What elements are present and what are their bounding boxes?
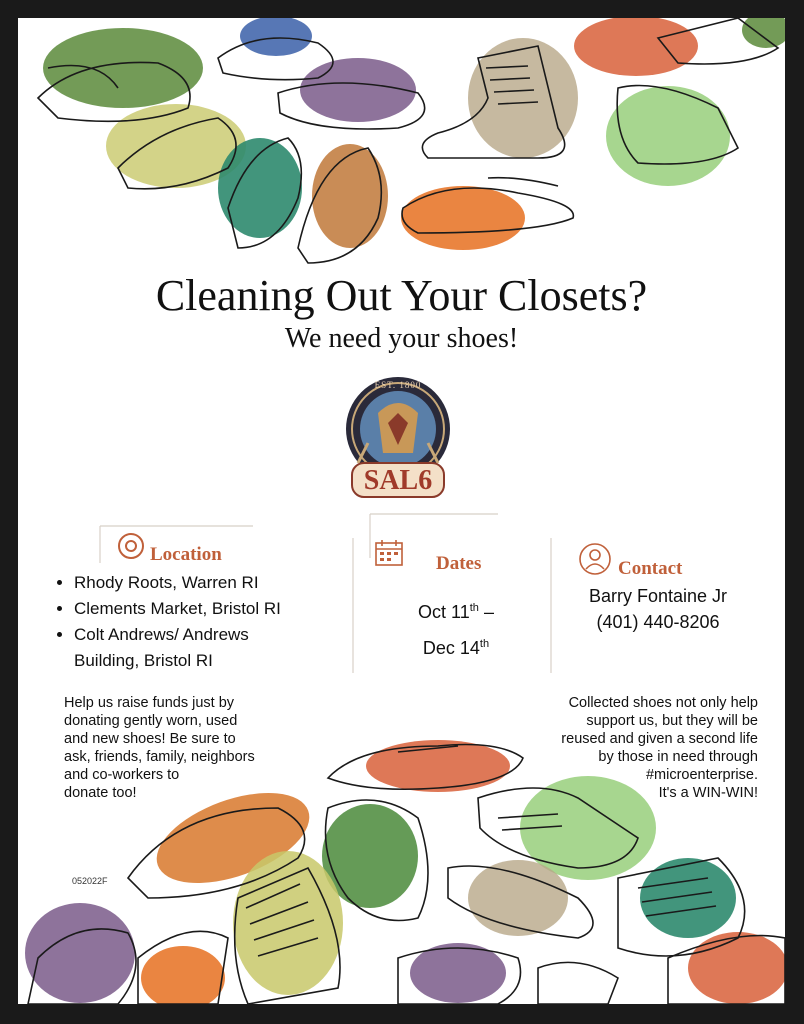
location-item-continued: Building, Bristol RI bbox=[74, 651, 213, 670]
dates-range bbox=[386, 592, 526, 664]
blob-green bbox=[43, 28, 203, 108]
location-item: • Rhody Roots, Warren RI bbox=[74, 570, 281, 596]
date-end: Dec 14 bbox=[422, 638, 480, 658]
calendar-icon bbox=[374, 538, 404, 568]
location-heading: Location bbox=[150, 544, 222, 565]
blob-blue bbox=[240, 18, 312, 56]
paragraph-line: support us, but they will be bbox=[586, 713, 758, 729]
paragraph-line: #microenterprise. bbox=[645, 767, 758, 783]
blob-orange-right bbox=[688, 932, 785, 1004]
date-start-suffix: th bbox=[469, 602, 479, 614]
paragraph-line: reused and given a second life bbox=[561, 731, 758, 747]
paragraph-line: by those in need through bbox=[598, 749, 758, 765]
blob-lightgreen bbox=[606, 86, 730, 186]
location-list bbox=[56, 570, 281, 674]
blob-purple-mid bbox=[410, 943, 506, 1003]
paragraph-line: Collected shoes not only help bbox=[568, 695, 758, 711]
paragraph-line: Help us raise funds just by bbox=[64, 695, 235, 711]
date-start: Oct 11 bbox=[418, 602, 470, 622]
paragraph-line: donate too! bbox=[64, 785, 137, 801]
contact-phone: (401) 440-8206 bbox=[596, 612, 720, 632]
logo-bottom-text: SAL6 bbox=[363, 465, 433, 496]
paragraph-line: It's a WIN-WIN! bbox=[658, 785, 758, 801]
blob-purple bbox=[300, 58, 416, 122]
dates-heading: Dates bbox=[436, 553, 482, 574]
contact-name: Barry Fontaine Jr bbox=[588, 586, 728, 606]
contact-info bbox=[558, 583, 758, 635]
paragraph-line: donating gently worn, used bbox=[64, 713, 238, 729]
contact-heading: Contact bbox=[618, 558, 683, 579]
location-item: • Colt Andrews/ Andrews bbox=[74, 622, 281, 648]
paragraph-line: ask, friends, family, neighbors bbox=[64, 749, 255, 765]
date-dash: – bbox=[478, 602, 494, 622]
document-code: 052022F bbox=[72, 876, 108, 886]
shoe-illustrations bbox=[18, 18, 785, 1004]
person-icon bbox=[578, 542, 612, 576]
blob-orange bbox=[401, 186, 525, 250]
page-title: Cleaning Out Your Closets? bbox=[155, 271, 648, 320]
blob-orange-top bbox=[574, 18, 698, 76]
location-pin-icon bbox=[116, 532, 146, 562]
blob-green-right bbox=[742, 18, 785, 48]
paragraph-line: and co-workers to bbox=[64, 767, 180, 783]
blob-olive-bottom bbox=[233, 851, 343, 995]
blob-orange-bottom bbox=[141, 946, 225, 1004]
date-end-suffix: th bbox=[479, 638, 490, 650]
blob-tan-bottom bbox=[468, 860, 568, 936]
blob-purple-bottom bbox=[25, 903, 135, 1003]
left-paragraph bbox=[64, 694, 304, 802]
blob-orange-brown bbox=[312, 144, 388, 248]
paragraph-line: and new shoes! Be sure to bbox=[64, 731, 236, 747]
page-subtitle: We need your shoes! bbox=[284, 323, 519, 354]
right-paragraph bbox=[518, 694, 758, 802]
logo-top-text: EST. 1800 bbox=[374, 380, 422, 390]
location-item: • Clements Market, Bristol RI bbox=[74, 596, 281, 622]
flyer-page bbox=[18, 18, 785, 1004]
